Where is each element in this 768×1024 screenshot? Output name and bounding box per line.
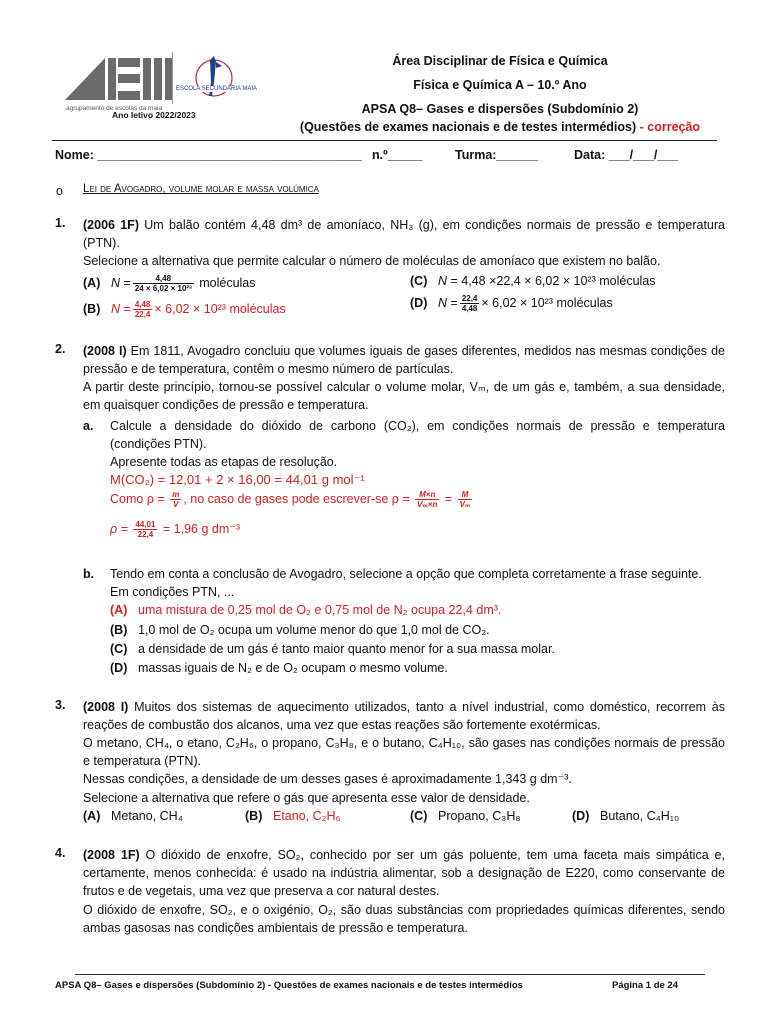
q2-statement — [83, 342, 725, 378]
q1-number: 1. — [55, 216, 66, 230]
q1-text: Um balão contém 4,48 dm³ de amoníaco, NH₃ (g), em condições normais de pressão e temperatura (PTN). — [83, 218, 725, 250]
header-subtitle-text: (Questões de exames nacionais e de testes intermédios) — [299, 120, 637, 134]
q2b-option-b-text: 1,0 mol de O₂ ocupa um volume menor do que 1,0 mol de CO₂. — [138, 623, 490, 637]
q1-option-b-n: N — [111, 302, 121, 316]
q1-source: (2006 1F) — [83, 218, 139, 232]
q2b-option-b[interactable] — [110, 621, 490, 639]
q3-option-d-label: (D) — [572, 809, 590, 823]
q2-source: (2008 I) — [83, 344, 127, 358]
q3-option-d[interactable] — [572, 807, 679, 825]
q1-statement — [83, 216, 725, 252]
q1-option-c[interactable] — [410, 272, 656, 290]
q2a-ans3-pre: ρ = — [110, 522, 132, 536]
header-course: Física e Química A – 10.º Ano — [413, 78, 587, 92]
number-field[interactable]: n.º_____ — [372, 148, 423, 162]
q3-text3: Nessas condições, a densidade de um desses gases é aproximadamente 1,343 g dm⁻³. — [83, 772, 572, 786]
q1-option-b-label: (B) — [83, 302, 101, 316]
footer-rule — [75, 974, 705, 975]
q2a-answer-molar-mass: M(CO₂) = 12,01 + 2 × 16,00 = 44,01 g mol⁻¹ — [110, 472, 365, 487]
q1-option-a[interactable]: (A) N = $\frac{4,48}{\text{24 × 6,02 × 10²³}}$ moléculas — [83, 274, 256, 294]
q3-option-a-text: Metano, CH₄ — [111, 809, 183, 823]
q2b-label: b. — [83, 567, 95, 581]
q3-text4: Selecione a alternativa que refere o gás que apresenta esse valor de densidade. — [83, 791, 530, 805]
footer-page: Página 1 de 24 — [612, 980, 679, 991]
q1-option-a-num: 4,48 — [133, 274, 194, 284]
agrupamento-logo — [60, 50, 175, 112]
header-divider — [172, 52, 173, 104]
q3-text2: O metano, CH₄, o etano, C₂H₆, o propano, C₃H₈, e o butano, C₄H₁₀, são gases nas condições normais de pressão e temperatura (PTN). — [83, 736, 725, 768]
q3-option-a-label: (A) — [83, 809, 101, 823]
q2a-answer-result — [110, 520, 240, 539]
q1-prompt: Selecione a alternativa que permite calcular o número de moléculas de amoníaco que existem no balão. — [83, 254, 661, 268]
q3-number: 3. — [55, 698, 66, 712]
q1-option-b[interactable]: (B) N = $\frac{4,48}{22,4}$ × 6,02 × 10²³ moléculas — [83, 300, 286, 320]
q2b-option-d[interactable] — [110, 659, 448, 677]
q2a-ans3-d: 22,4 — [137, 530, 154, 540]
q2a-text: Calcule a densidade do dióxido de carbono (CO₂), em condições normais de pressão e temperatura (condições PTN). — [110, 419, 725, 451]
date-field[interactable]: Data: ___/___/___ — [574, 148, 679, 162]
q3-option-c-text: Propano, C₃H₈ — [438, 809, 521, 823]
q4-statement — [83, 846, 725, 900]
name-field[interactable]: Nome: ______________________________________ — [55, 148, 362, 162]
agrupamento-caption: agrupamento de escolas da maia — [66, 105, 163, 112]
q1-option-a-n: N — [111, 276, 121, 290]
q1-option-d-label: (D) — [410, 296, 428, 310]
q2a-ans2-f3d: Vₘ — [459, 500, 471, 510]
q2a-ans2-mid: , no caso de gases pode escrever-se ρ = — [183, 492, 414, 506]
q3-option-a[interactable] — [83, 807, 183, 825]
q2b-option-a-text: uma mistura de 0,25 mol de O₂ e 0,75 mol de N₂ ocupa 22,4 dm³. — [138, 603, 502, 617]
q2b-option-a-label: (A) — [110, 603, 128, 617]
footer-title: APSA Q8– Gases e dispersões (Subdomínio 2) - Questões de exames nacionais e de testes intermédios — [55, 980, 523, 991]
q2b-option-c-label: (C) — [110, 642, 128, 656]
class-field[interactable]: Turma:______ — [455, 148, 539, 162]
q3-source: (2008 I) — [83, 700, 129, 714]
q4-number: 4. — [55, 846, 66, 860]
q3-option-c-label: (C) — [410, 809, 428, 823]
q1-option-d-fraction — [460, 294, 480, 313]
q1-option-a-fraction — [133, 274, 194, 293]
q2b-option-c[interactable] — [110, 640, 555, 658]
q2b-option-a[interactable] — [110, 601, 501, 619]
q1-option-d[interactable]: (D) N = $\frac{22,4}{4,48}$ × 6,02 × 10²³ moléculas — [410, 294, 613, 314]
q2b-option-b-label: (B) — [110, 623, 128, 637]
school-logo-text: ESCOLA SECUNDÁRIA MAIA — [176, 86, 258, 92]
q2-text: Em 1811, Avogadro concluiu que volumes iguais de gases diferentes, medidos nas mesmas condições de pressão e de temperatura, contêm o mesmo número de partículas. — [83, 344, 725, 376]
q1-option-c-label: (C) — [410, 274, 428, 288]
q3-statement — [83, 698, 725, 734]
q3-option-b[interactable] — [245, 807, 341, 825]
q2a-ans2-frac3 — [458, 490, 473, 509]
q2b-text: Tendo em conta a conclusão de Avogadro, selecione a opção que completa corretamente a frase seguinte. — [110, 567, 702, 581]
header-rule — [52, 140, 717, 141]
q1-option-d-den: 4,48 — [461, 304, 478, 314]
q3-option-d-text: Butano, C₄H₁₀ — [600, 809, 680, 823]
q1-option-a-tail: moléculas — [195, 276, 256, 290]
q3-option-b-label: (B) — [245, 809, 263, 823]
agrupamento-logo-graphic — [60, 50, 175, 102]
q4-text: O dióxido de enxofre, SO₂, conhecido por ser um gás poluente, tem uma faceta mais simpática e, certamente, menos conhecida: é usado na indústria alimentar, sob a designação de E220, como conservante de frutos e de vegetais, uma vez que preserva a cor natural destes. — [83, 848, 725, 898]
section-title: Lei de Avogadro, volume molar e massa volúmica — [83, 183, 319, 195]
header-area: Área Disciplinar de Física e Química — [392, 54, 608, 68]
q2b-option-d-text: massas iguais de N₂ e de O₂ ocupam o mesmo volume. — [138, 661, 448, 675]
q1-option-d-tail: × 6,02 × 10²³ moléculas — [481, 296, 613, 310]
school-year: Ano letivo 2022/2023 — [112, 110, 196, 120]
q1-option-c-text: = 4,48 ×22,4 × 6,02 × 10²³ moléculas — [447, 274, 656, 288]
q3-option-b-text: Etano, C₂H₆ — [273, 809, 341, 823]
q1-option-d-n: N — [438, 296, 448, 310]
q2a-ans2-f3n: M — [458, 490, 473, 500]
q2b-text2: Em condições PTN, ... — [110, 585, 235, 599]
header-correction: - correção — [636, 120, 701, 134]
q1-option-b-fraction — [133, 300, 153, 319]
q2a-ans2-frac2 — [415, 490, 439, 509]
q2a-ans2-f2d: Vₘ×n — [417, 500, 438, 510]
q2b-option-c-text: a densidade de um gás é tanto maior quanto menor for a sua massa molar. — [138, 642, 555, 656]
q2a-ans2-f1d: V — [173, 500, 179, 510]
section-bullet: o — [56, 184, 63, 198]
q2a-ans2-f2n: M×n — [415, 490, 439, 500]
header-apsa: APSA Q8– Gases e dispersões (Subdomínio 2) — [361, 102, 639, 116]
q1-option-d-num: 22,4 — [461, 294, 478, 304]
q2a-ans2-pre: Como ρ = — [110, 492, 169, 506]
q1-option-c-n: N — [438, 274, 448, 288]
q1-option-b-tail: × 6,02 × 10²³ moléculas — [154, 302, 286, 316]
q2a-ans3-n: 44,01 — [135, 520, 156, 530]
q1-option-a-den: 24 × 6,02 × 10²³ — [134, 284, 192, 294]
q2-number: 2. — [55, 342, 66, 356]
q2a-text2: Apresente todas as etapas de resolução. — [110, 455, 338, 469]
q4-source: (2008 1F) — [83, 848, 140, 862]
q2a-answer-density-formula: Como ρ = $\frac{m}{V}$ , no caso de gases pode escrever-se ρ = $\frac{M\times n}{\text{Vₘ×n}}$ = $\frac{M}{\text{Vₘ}}$ — [110, 490, 471, 510]
q1-option-b-num: 4,48 — [134, 300, 151, 310]
q2b-option-d-label: (D) — [110, 661, 128, 675]
school-logo-graphic — [176, 52, 240, 104]
q3-option-c[interactable] — [410, 807, 521, 825]
q1-option-a-label: (A) — [83, 276, 101, 290]
q2a-ans2-f1n: m — [172, 490, 180, 500]
q2a-label: a. — [83, 419, 94, 433]
q3-text: Muitos dos sistemas de aquecimento utilizados, tanto a nível industrial, como doméstico, recorrem às reações de combustão dos alcanos, uma vez que estas reações são fortemente exotérmicas. — [83, 700, 725, 732]
q2a-ans3-tail: = 1,96 g dm⁻³ — [159, 522, 241, 536]
school-logo — [176, 52, 258, 104]
q2a-ans2-frac1 — [170, 490, 181, 509]
q2a-ans3-frac — [133, 520, 157, 539]
q1-option-b-den: 22,4 — [134, 310, 151, 320]
header-subtitle — [280, 120, 720, 134]
q4-text2: O dióxido de enxofre, SO₂, e o oxigénio, O₂, são duas substâncias com propriedades químicas diferentes, sendo ambas gasosas nas condições ambientais de pressão e temperatura. — [83, 903, 725, 935]
q2-text2: A partir deste princípio, tornou-se possível calcular o volume molar, Vₘ, de um gás e, também, a sua densidade, em quaisquer condições de pressão e temperatura. — [83, 380, 725, 412]
